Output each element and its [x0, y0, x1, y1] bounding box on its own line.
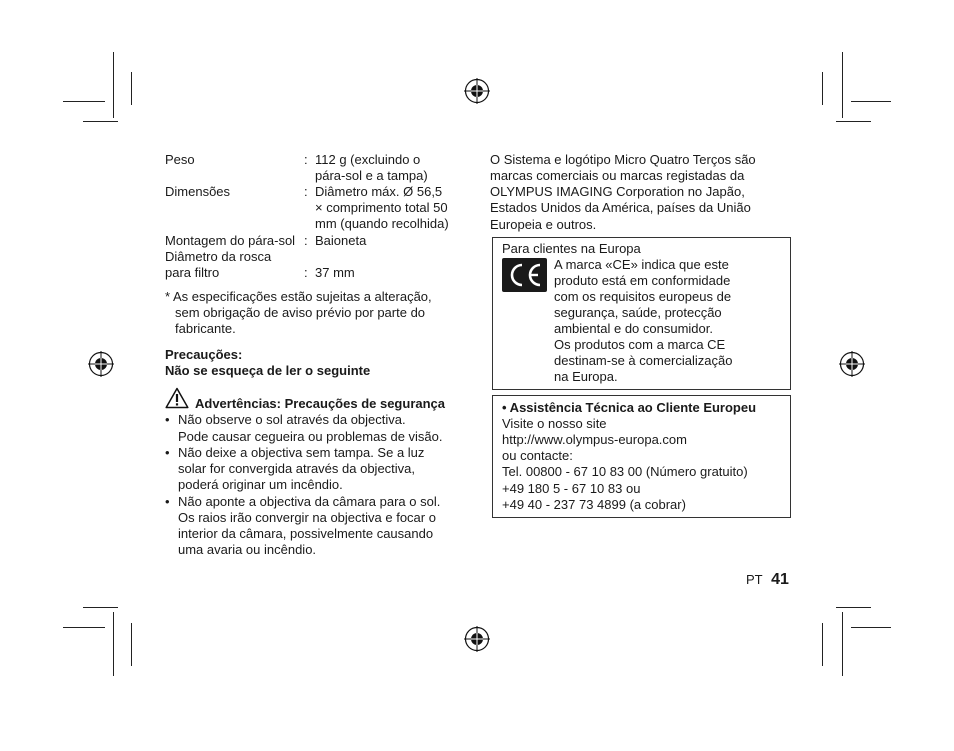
spec-value-dimensions: mm (quando recolhida)	[315, 216, 449, 231]
service-phone: Tel. 00800 - 67 10 83 00 (Número gratuito)	[502, 464, 748, 479]
warning-item-text: Pode causar cegueira ou problemas de visão.	[178, 429, 443, 444]
service-heading: • Assistência Técnica ao Cliente Europeu	[502, 400, 757, 415]
trademark-line: OLYMPUS IMAGING Corporation no Japão,	[490, 184, 745, 199]
europe-box-line: Os produtos com a marca CE	[554, 337, 726, 352]
spec-value-weight: 112 g (excluindo o	[315, 152, 421, 167]
spec-colon: :	[304, 233, 308, 248]
trademark-line: Estados Unidos da América, países da União	[490, 200, 751, 215]
service-phone: +49 40 - 237 73 4899 (a cobrar)	[502, 497, 686, 512]
warning-item-text: solar for convergida através da objectiva,	[178, 461, 416, 476]
europe-box-title: Para clientes na Europa	[502, 241, 641, 256]
spec-value-filter-thread: 37 mm	[315, 265, 355, 280]
europe-box-line: segurança, saúde, protecção	[554, 305, 722, 320]
spec-colon: :	[304, 265, 308, 280]
spec-label-filter-thread: para filtro	[165, 265, 220, 280]
footnote-line: * As especificações estão sujeitas a alteração,	[165, 289, 432, 304]
page-footer	[746, 571, 789, 589]
registration-mark-icon	[88, 351, 114, 377]
service-phone: +49 180 5 - 67 10 83 ou	[502, 481, 641, 496]
service-line: ou contacte:	[502, 448, 573, 463]
warning-item-text: Os raios irão convergir na objectiva e focar o	[178, 510, 436, 525]
language-code: PT	[746, 572, 763, 587]
warning-triangle-icon	[165, 387, 189, 409]
europe-box-line: A marca «CE» indica que este	[554, 257, 729, 272]
trademark-line: Europeia e outros.	[490, 217, 597, 232]
spec-label-hood-mount: Montagem do pára-sol	[165, 233, 296, 248]
warning-heading: Advertências: Precauções de segurança	[195, 396, 446, 411]
trademark-line: O Sistema e logótipo Micro Quatro Terços são	[490, 152, 756, 167]
trademark-line: marcas comerciais ou marcas registadas da	[490, 168, 745, 183]
footnote-line: fabricante.	[175, 321, 236, 336]
spec-colon: :	[304, 152, 308, 167]
warning-item-text: uma avaria ou incêndio.	[178, 542, 317, 557]
spec-label-filter-thread: Diâmetro da rosca	[165, 249, 272, 264]
bullet: •	[165, 412, 170, 427]
spec-value-weight: pára-sol e a tampa)	[315, 168, 428, 183]
warning-item-text: poderá originar um incêndio.	[178, 477, 343, 492]
warning-item-text: Não observe o sol através da objectiva.	[178, 412, 406, 427]
service-url: http://www.olympus-europa.com	[502, 432, 687, 447]
footnote-line: sem obrigação de aviso prévio por parte do	[175, 305, 426, 320]
warning-item-text: Não aponte a objectiva da câmara para o sol.	[178, 494, 441, 509]
europe-box-line: ambiental e do consumidor.	[554, 321, 713, 336]
europe-box-line: na Europa.	[554, 369, 618, 384]
precautions-title: Precauções:	[165, 347, 243, 362]
bullet: •	[165, 494, 170, 509]
bullet: •	[165, 445, 170, 460]
warning-item-text: interior da câmara, possivelmente causando	[178, 526, 434, 541]
spec-value-hood-mount: Baioneta	[315, 233, 367, 248]
spec-label-weight: Peso	[165, 152, 195, 167]
europe-box-line: produto está em conformidade	[554, 273, 731, 288]
registration-mark-icon	[839, 351, 865, 377]
spec-value-dimensions: Diâmetro máx. Ø 56,5	[315, 184, 443, 199]
service-line: Visite o nosso site	[502, 416, 607, 431]
europe-box-line: destinam-se à comercialização	[554, 353, 733, 368]
spec-label-dimensions: Dimensões	[165, 184, 231, 199]
europe-box-line: com os requisitos europeus de	[554, 289, 732, 304]
warning-item-text: Não deixe a objectiva sem tampa. Se a luz	[178, 445, 425, 460]
page-number: 41	[771, 571, 789, 588]
registration-mark-icon	[464, 626, 490, 652]
spec-value-dimensions: × comprimento total 50	[315, 200, 448, 215]
registration-mark-icon	[464, 78, 490, 104]
spec-colon: :	[304, 184, 308, 199]
precautions-subtitle: Não se esqueça de ler o seguinte	[165, 363, 371, 378]
ce-mark-icon	[502, 258, 547, 292]
